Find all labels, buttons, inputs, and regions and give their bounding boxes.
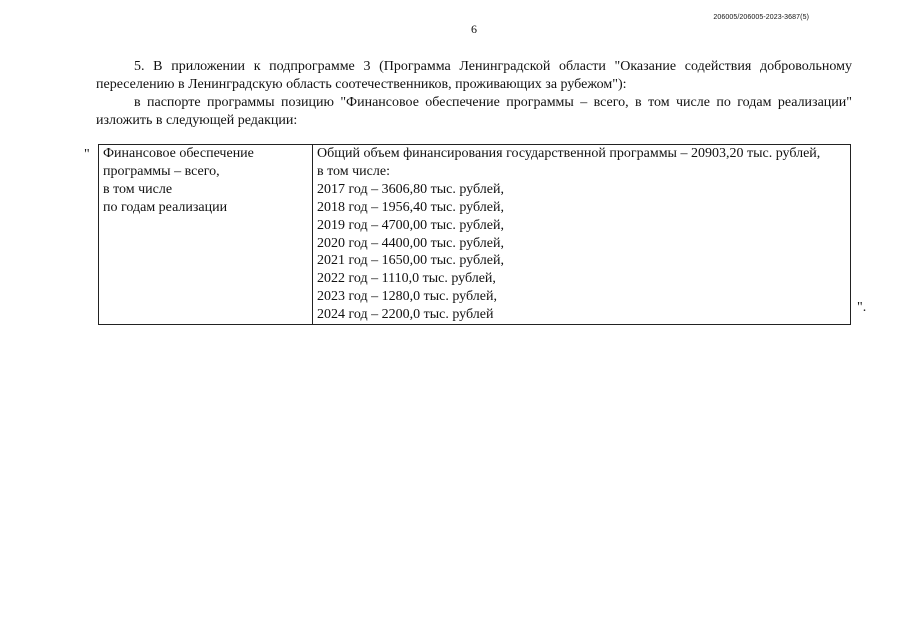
- year-funding-line: 2022 год – 1110,0 тыс. рублей,: [317, 271, 496, 287]
- paragraph-5-line-2: переселению в Ленинградскую область соотечественников, проживающих за рубежом"):: [96, 77, 627, 92]
- position-value-cell: [313, 145, 851, 325]
- year-funding-line: 2024 год – 2200,0 тыс. рублей: [317, 307, 494, 323]
- page-number: 6: [471, 22, 477, 36]
- paragraph-5: [96, 58, 852, 94]
- including-line: в том числе:: [317, 163, 390, 179]
- label-line: программы – всего,: [103, 163, 220, 179]
- label-line: по годам реализации: [103, 199, 228, 215]
- label-line: Финансовое обеспечение: [103, 146, 254, 161]
- instruction-line-2: изложить в следующей редакции:: [96, 113, 298, 128]
- paragraph-5-line-1: 5. В приложении к подпрограмме 3 (Программа Ленинградской области "Оказание содействия добровольному: [134, 59, 852, 74]
- table-row: [99, 145, 851, 325]
- year-funding-line: 2020 год – 4400,00 тыс. рублей,: [317, 235, 504, 251]
- closing-quote-mark: ".: [857, 300, 867, 315]
- total-funding-line: Общий объем финансирования государственной программы – 20903,20 тыс. рублей,: [317, 146, 821, 161]
- year-funding-line: 2017 год – 3606,80 тыс. рублей,: [317, 181, 504, 197]
- year-funding-line: 2023 год – 1280,0 тыс. рублей,: [317, 289, 497, 305]
- passport-position-table: [98, 144, 851, 325]
- year-funding-line: 2019 год – 4700,00 тыс. рублей,: [317, 217, 504, 233]
- instruction-paragraph: [96, 94, 852, 130]
- year-funding-line: 2021 год – 1650,00 тыс. рублей,: [317, 253, 504, 269]
- document-code: 206005/206005-2023-3687(5): [713, 14, 809, 21]
- year-funding-line: 2018 год – 1956,40 тыс. рублей,: [317, 199, 504, 215]
- instruction-line-1: в паспорте программы позицию "Финансовое обеспечение программы – всего, в том числе по годам реализации": [134, 95, 852, 110]
- label-line: в том числе: [103, 181, 173, 197]
- opening-quote-mark: ": [84, 147, 90, 162]
- position-label-cell: [99, 145, 313, 325]
